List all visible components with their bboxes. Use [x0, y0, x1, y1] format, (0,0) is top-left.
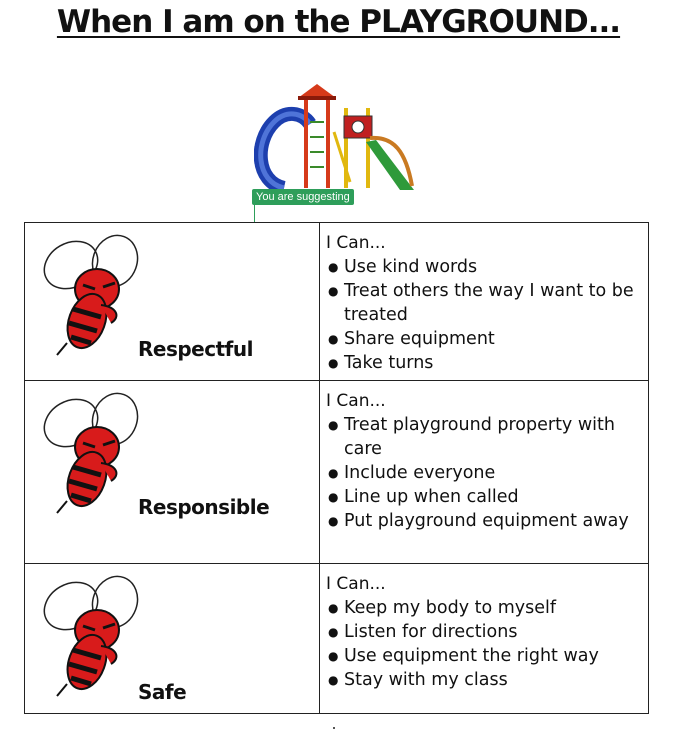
table-row	[25, 223, 649, 381]
trait-cell	[25, 381, 320, 564]
list-item: ● Treat playground property with care	[328, 413, 648, 461]
list-item: ● Take turns	[328, 351, 648, 375]
list-item: ● Share equipment	[328, 327, 648, 351]
suggestion-badge[interactable]: You are suggesting	[252, 189, 354, 205]
ican-list	[320, 413, 648, 533]
hornet-mascot-icon	[37, 231, 147, 361]
ican-list	[320, 255, 648, 375]
ican-list	[320, 596, 648, 692]
ican-heading: I Can...	[326, 233, 386, 253]
list-item: ● Stay with my class	[328, 668, 648, 692]
list-item: ● Put playground equipment away	[328, 509, 648, 533]
ican-cell	[320, 381, 649, 564]
hornet-mascot-icon	[37, 389, 147, 519]
list-item: ● Use kind words	[328, 255, 648, 279]
list-item: ● Line up when called	[328, 485, 648, 509]
ican-heading: I Can...	[326, 391, 386, 411]
page-title: When I am on the PLAYGROUND...	[56, 4, 621, 40]
trait-label-respectful: Respectful	[138, 337, 253, 361]
list-item: ● Include everyone	[328, 461, 648, 485]
ican-cell	[320, 223, 649, 381]
list-item: ● Treat others the way I want to be treated	[328, 279, 648, 327]
list-item: ● Use equipment the right way	[328, 644, 648, 668]
table-row	[25, 381, 649, 564]
ican-heading: I Can...	[326, 574, 386, 594]
trait-cell	[25, 223, 320, 381]
trait-cell	[25, 564, 320, 714]
table-row	[25, 564, 649, 714]
trait-label-safe: Safe	[138, 680, 187, 704]
suggestion-connector	[254, 204, 255, 223]
ican-cell	[320, 564, 649, 714]
playground-icon	[254, 82, 414, 190]
expectations-table	[24, 222, 649, 714]
hornet-mascot-icon	[37, 572, 147, 702]
page-mark	[333, 727, 335, 729]
list-item: ● Keep my body to myself	[328, 596, 648, 620]
list-item: ● Listen for directions	[328, 620, 648, 644]
trait-label-responsible: Responsible	[138, 495, 270, 519]
